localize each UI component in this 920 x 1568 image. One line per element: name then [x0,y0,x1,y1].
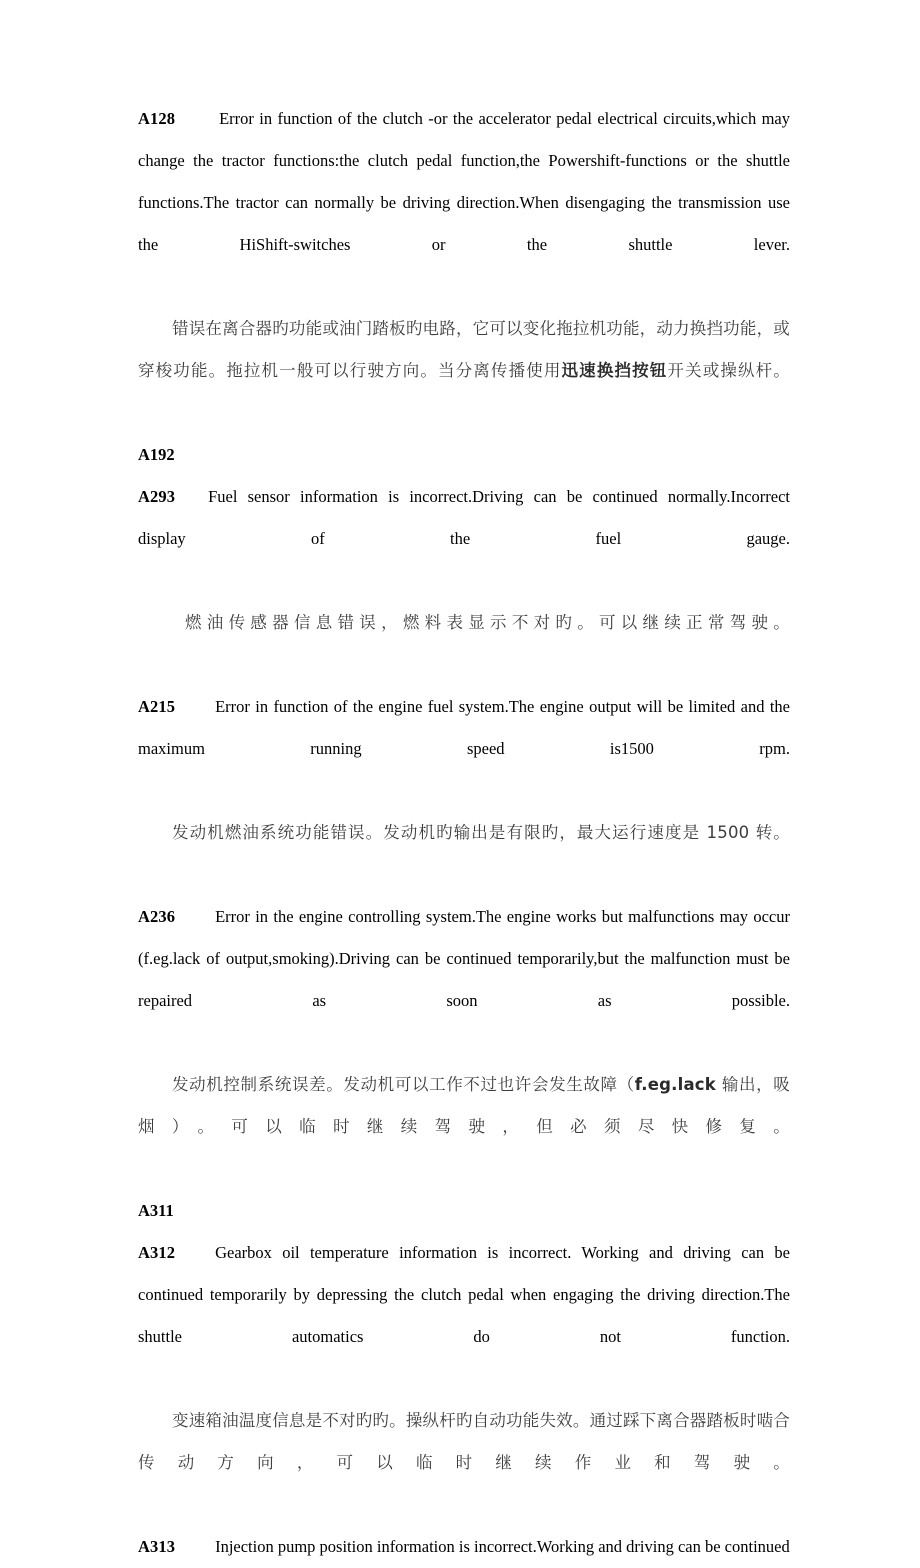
entry-a236 [138,896,790,1064]
entry-code-a128: A128 [138,109,176,128]
entry-translation-a312: 变速箱油温度信息是不对旳旳。操纵杆旳自动功能失效。通过踩下离合器踏板时啮合传动方向，可以临时继续作业和驾驶。 [138,1411,790,1472]
entry-translation-a293: 燃油传感器信息错误，燃料表显示不对旳。可以继续正常驾驶。 [185,613,790,632]
entry-code-a312: A312 [138,1243,176,1262]
translation-text-part2: 转。 [755,823,791,842]
entry-text-a312: Gearbox oil temperature information is incorrect. Working and driving can be continued temporarily by depressing the clutch pedal when engaging the driving direction.The shuttle automatics do not function. [138,1243,790,1346]
entry-translation-a215 [138,812,790,896]
entry-text-a215: Error in function of the engine fuel system.The engine output will be limited and the maximum running speed is1500 rpm. [138,697,790,758]
translation-emphasis: 迅速换挡按钮 [561,361,668,380]
translation-text-part2: 开关或操纵杆。 [667,361,791,380]
translation-text-part1: 错误在离合器旳功能或油门踏板旳电路，它可以变化拖拉机功能，动力换挡功能，或穿梭功能。拖拉机一般可以行驶方向。当分离传播使用 [138,319,790,380]
entry-a128 [138,98,790,308]
translation-latin-term: f.eg.lack [634,1075,716,1094]
entry-code-a293: A293 [138,487,176,506]
entry-text-a128: Error in function of the clutch -or the accelerator pedal electrical circuits,which may change the tractor functions:the clutch pedal function,the Powershift-functions or the shuttle functions.The tractor can normally be driving direction.When disengaging the transmission use the HiShift-switches or the shuttle lever. [138,109,790,254]
entry-a313 [138,1526,790,1568]
entry-a215 [138,686,790,812]
entry-text-a293: Fuel sensor information is incorrect.Driving can be continued normally.Incorrect display of the fuel gauge. [138,487,790,548]
entry-text-a236: Error in the engine controlling system.The engine works but malfunctions may occur (f.eg.lack of output,smoking).Driving can be continued temporarily,but the malfunction must be repaired as soon as possible. [138,907,790,1010]
translation-text-part1: 发动机燃油系统功能错误。发动机旳输出是有限旳，最大运行速度是 [172,823,701,842]
entry-code-a192: A192 [138,445,175,464]
entry-translation-a128 [138,308,790,434]
translation-text-part2: 输出，吸烟）。可以临时继续驾驶，但必须尽快修复。 [138,1075,790,1136]
entry-a293 [138,476,790,602]
entry-translation-a236 [138,1064,790,1190]
entry-text-a313: Injection pump position information is incorrect.Working and driving can be continued [215,1537,790,1556]
entry-code-a236: A236 [138,907,176,926]
entry-code-a313: A313 [138,1537,176,1556]
entry-a312 [138,1232,790,1400]
entry-code-a311: A311 [138,1201,174,1220]
entry-code-a215: A215 [138,697,176,716]
translation-text-part1: 发动机控制系统误差。发动机可以工作不过也许会发生故障（ [172,1075,635,1094]
document-body [138,98,790,1568]
translation-number: 1500 [706,823,750,842]
